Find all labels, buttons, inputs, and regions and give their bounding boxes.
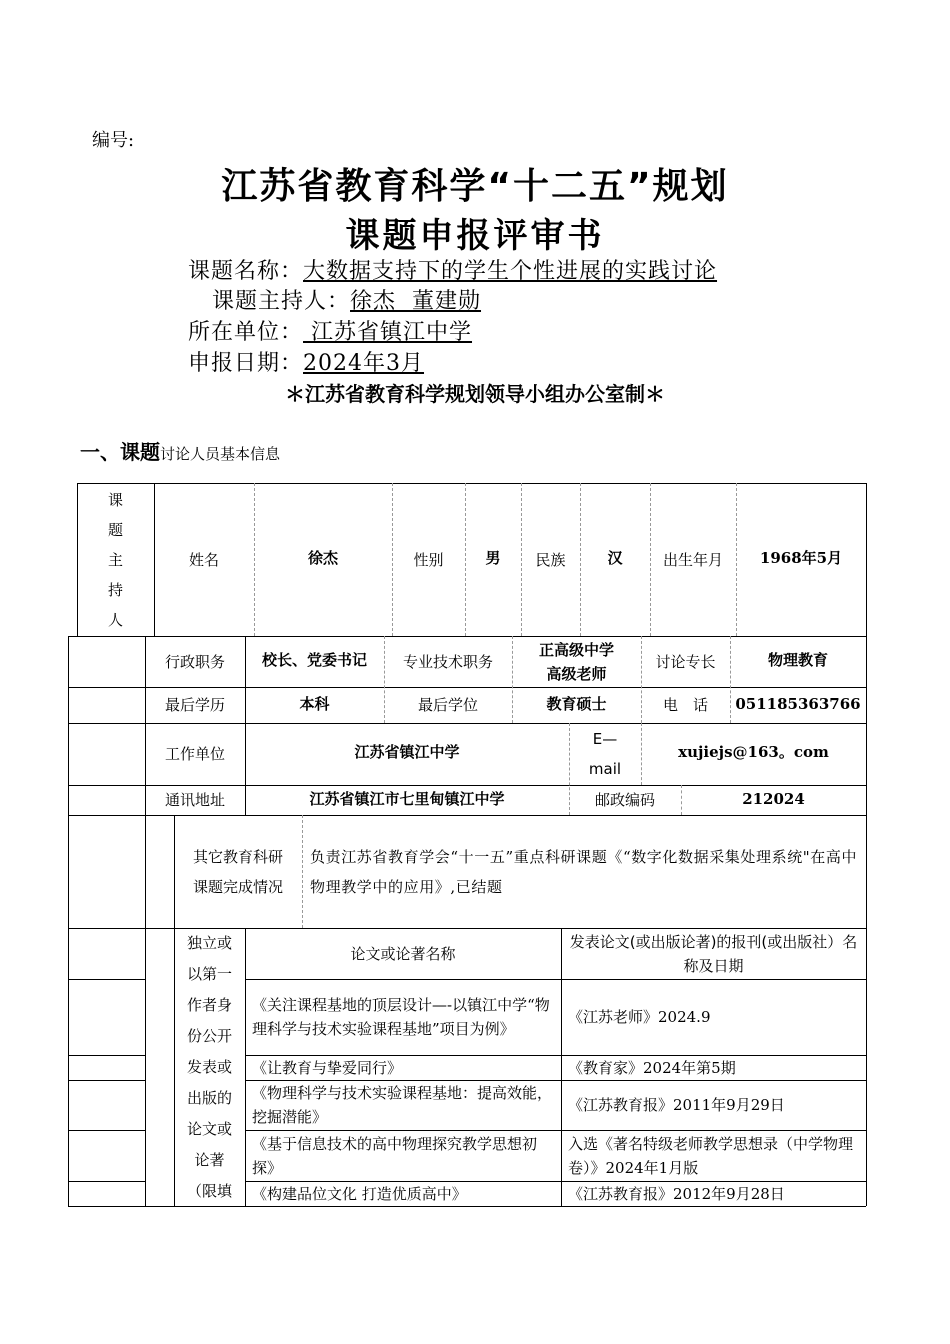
- pub-venue-3: 《江苏教育报》2011年9月29日: [568, 1096, 785, 1114]
- section-heading: [80, 436, 280, 465]
- section-rest: 讨论人员基本信息: [160, 445, 281, 463]
- pub-venue-2: 《教育家》2024年第5期: [568, 1058, 736, 1077]
- other-projects-value: 负责江苏省教育学会“十一五”重点科研课题《“数字化数据采集处理系统"在高中物理教学中的应用》,已结题: [310, 847, 858, 896]
- host-label: 课题主持人：: [212, 289, 351, 314]
- document-subtitle: 课题申报评审书: [345, 216, 605, 256]
- host-value: 徐杰 董建勋: [350, 289, 482, 314]
- zip-label: 邮政编码: [594, 791, 655, 809]
- tech-title-label: 专业技术职务: [402, 652, 493, 671]
- pub-venue-4: 入选《著名特级老师教学思想录（中学物理卷）》2024年1月版: [568, 1134, 854, 1177]
- admin-label: 行政职务: [164, 652, 225, 671]
- date-label: 申报日期：: [188, 351, 304, 376]
- gender-label: 性别: [413, 550, 444, 569]
- pub-venue-5: 《江苏教育报》2012年9月28日: [568, 1184, 785, 1203]
- work-unit-value: 江苏省镇江中学: [354, 743, 460, 761]
- section-number: 一、: [80, 440, 120, 464]
- work-unit-label: 工作单位: [164, 745, 225, 763]
- ethnic-label: 民族: [535, 550, 566, 569]
- unit-line: [188, 315, 472, 346]
- zip-value: 212024: [742, 790, 805, 808]
- birth-label: 出生年月: [662, 550, 723, 569]
- topic-value: 大数据支持下的学生个性进展的实践讨论: [303, 259, 718, 284]
- pub-title-3: 《物理科学与技术实验课程基地：提高效能，挖掘潜能》: [252, 1084, 553, 1126]
- ethnic-value: 汉: [607, 549, 623, 567]
- degree-label: 最后学位: [417, 696, 478, 714]
- pub-title-5: 《构建品位文化 打造优质高中》: [252, 1184, 467, 1203]
- host-line: [212, 284, 481, 315]
- serial-number-label: 编号:: [92, 130, 135, 151]
- pub-column-venue-header: 发表论文(或出版论著)的报刊(或出版社）名称及日期: [569, 932, 858, 975]
- unit-value: 江苏省镇江中学: [303, 320, 473, 345]
- education-label: 最后学历: [164, 696, 225, 714]
- gender-value: 男: [485, 549, 501, 567]
- pub-venue-1: 《江苏老师》2024.9: [568, 1008, 711, 1026]
- phone-value: 051185363766: [735, 694, 861, 713]
- specialty-value: 物理教育: [767, 651, 828, 669]
- tech-title-value: 正高级中学 高级老师: [538, 640, 614, 683]
- name-value: 徐杰: [307, 549, 338, 567]
- date-value: 2024年3月: [303, 351, 425, 376]
- topic-line: [188, 254, 717, 285]
- pub-title-1: 《关注课程基地的顶层设计—-以镇江中学“物理科学与技术实验课程基地”项目为例》: [252, 996, 550, 1038]
- email-label: E— mail: [588, 730, 622, 778]
- education-value: 本科: [299, 694, 330, 713]
- degree-value: 教育硕士: [546, 694, 607, 713]
- host-vertical-label: 课 题 主 持 人: [107, 490, 123, 629]
- specialty-label: 讨论专长: [655, 652, 716, 671]
- issuing-organization: ＊江苏省教育科学规划领导小组办公室制＊: [285, 382, 665, 406]
- pub-title-2: 《让教育与挚爱同行》: [252, 1058, 403, 1077]
- unit-label: 所在单位：: [188, 320, 304, 345]
- topic-label: 课题名称：: [188, 259, 304, 284]
- other-projects-label: 其它教育科研 课题完成情况: [192, 847, 283, 896]
- address-label: 通讯地址: [164, 791, 225, 809]
- publications-side-label: 独立或 以第一 作者身 份公开 发表或 出版的 论文或 论著 （限填: [186, 934, 232, 1200]
- admin-value: 校长、党委书记: [261, 651, 367, 669]
- document-title: 江苏省教育科学“十二五”规划: [221, 166, 729, 207]
- pub-title-4: 《基于信息技术的高中物理探究教学思想初探》: [252, 1134, 538, 1177]
- pub-column-title-header: 论文或论著名称: [350, 944, 456, 963]
- phone-label: 电 话: [662, 696, 708, 714]
- address-value: 江苏省镇江市七里甸镇江中学: [309, 790, 505, 808]
- email-value: xujiejs@163。com: [678, 743, 829, 761]
- birth-value: 1968年5月: [759, 549, 843, 567]
- date-line: [188, 346, 424, 377]
- section-bold: 课题: [120, 440, 160, 464]
- name-label: 姓名: [188, 550, 219, 569]
